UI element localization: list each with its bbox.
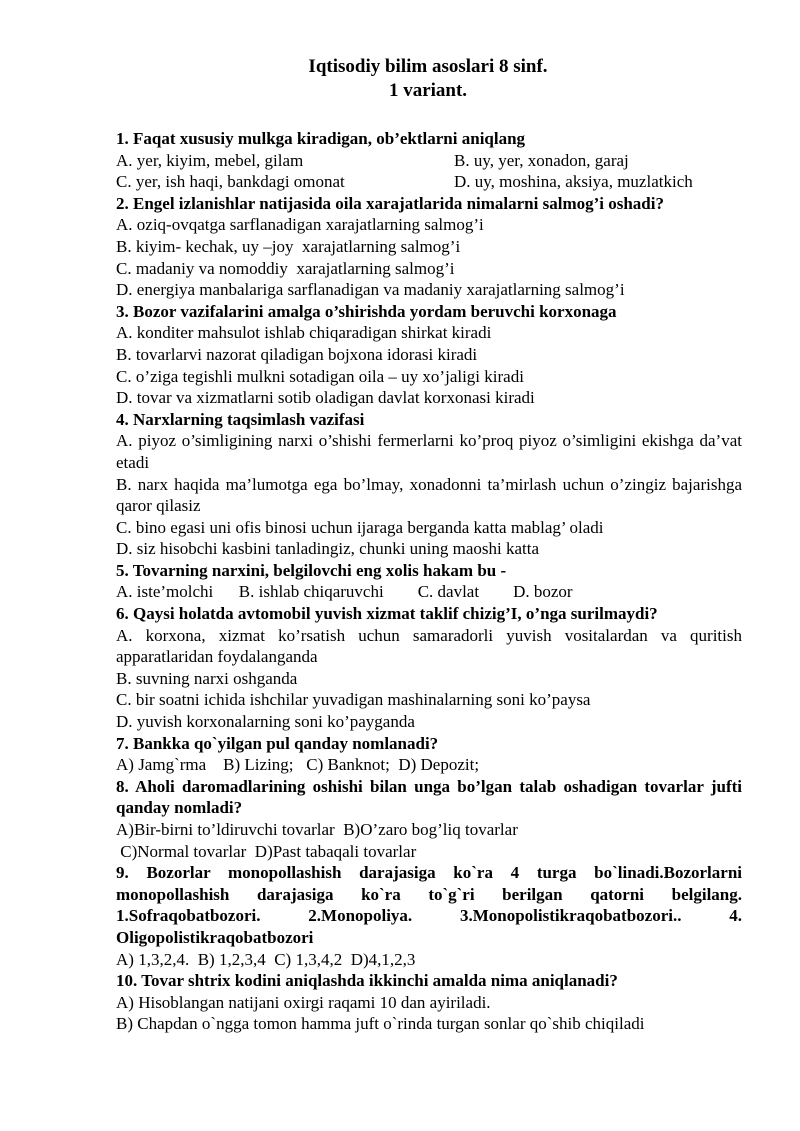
question-2: 2. Engel izlanishlar natijasida oila xarajatlarida nimalarni salmog’i oshadi? <box>116 193 664 213</box>
option-c: C. yer, ish haqi, bankdagi omonat <box>116 172 345 192</box>
option-a: A. konditer mahsulot ishlab chiqaradigan shirkat kiradi <box>116 323 492 343</box>
options-line-2: C)Normal tovarlar D)Past tabaqali tovarlar <box>116 841 417 861</box>
option-d: D. tovar va xizmatlarni sotib oladigan davlat korxonasi kiradi <box>116 388 535 408</box>
option-d: D. siz hisobchi kasbini tanladingiz, chunki uning maoshi katta <box>116 539 540 559</box>
option-c: C. bino egasi uni ofis binosi uchun ijaraga berganda katta mablag’ oladi <box>116 517 604 537</box>
question-8: 8. Aholi daromadlarining oshishi bilan unga bo’lgan talab oshadigan tovarlar jufti qanday nomladi? <box>116 776 742 818</box>
option-b: B. narx haqida ma’lumotga ega bo’lmay, xonadonni ta’mirlash uchun o’zingiz bajarishga qaror qilasiz <box>116 474 742 516</box>
option-d: D. energiya manbalariga sarflanadigan va madaniy xarajatlarning salmog’i <box>116 280 625 300</box>
question-5: 5. Tovarning narxini, belgilovchi eng xolis hakam bu - <box>116 560 507 580</box>
question-1-row-2 <box>116 171 742 193</box>
question-7: 7. Bankka qo`yilgan pul qanday nomlanadi? <box>116 733 439 753</box>
page-title: Iqtisodiy bilim asoslari 8 sinf. <box>308 56 548 77</box>
question-10: 10. Tovar shtrix kodini aniqlashda ikkinchi amalda nima aniqlanadi? <box>116 971 618 991</box>
option-a: A. oziq-ovqatga sarflanadigan xarajatlarning salmog’i <box>116 215 484 235</box>
option-c: C. o’ziga tegishli mulkni sotadigan oila – uy xo’jaligi kiradi <box>116 366 524 386</box>
option-c: C. bir soatni ichida ishchilar yuvadigan mashinalarning soni ko’paysa <box>116 690 591 710</box>
option-c: C. madaniy va nomoddiy xarajatlarning salmog’i <box>116 258 455 278</box>
option-a: A) Hisoblangan natijani oxirgi raqami 10 dan ayiriladi. <box>116 992 491 1012</box>
option-a: A. korxona, xizmat ko’rsatish uchun samaradorli yuvish vositalardan va quritish apparatlaridan foydalanganda <box>116 625 742 667</box>
option-d: D. yuvish korxonalarning soni ko’payganda <box>116 712 415 732</box>
option-a: A. piyoz o’simligining narxi o’shishi fermerlarni ko’proq piyoz o’simligini ekishga da’vat etadi <box>116 431 742 472</box>
question-6: 6. Qaysi holatda avtomobil yuvish xizmat taklif chizig’I, o’nga surilmaydi? <box>116 604 658 624</box>
question-1-row-1 <box>116 150 742 172</box>
options-line: A. iste’molchi B. ishlab chiqaruvchi C. davlat D. bozor <box>116 582 573 602</box>
question-3: 3. Bozor vazifalarini amalga o’shirishda yordam beruvchi korxonaga <box>116 301 617 321</box>
options-line: A) Jamg`rma B) Lizing; C) Banknot; D) Depozit; <box>116 755 480 775</box>
option-b: B. kiyim- kechak, uy –joy xarajatlarning salmog’i <box>116 236 461 256</box>
question-1: 1. Faqat xususiy mulkga kiradigan, ob’ektlarni aniqlang <box>116 129 526 148</box>
variant-title: 1 variant. <box>388 80 468 101</box>
options-line: A) 1,3,2,4. B) 1,2,3,4 C) 1,3,4,2 D)4,1,2,3 <box>116 949 416 969</box>
question-4: 4. Narxlarning taqsimlash vazifasi <box>116 409 365 429</box>
option-d: D. uy, moshina, aksiya, muzlatkich <box>454 172 693 192</box>
option-b: B) Chapdan o`ngga tomon hamma juft o`rinda turgan sonlar qo`shib chiqiladi <box>116 1014 645 1034</box>
option-a: A. yer, kiyim, mebel, gilam <box>116 150 304 170</box>
option-b: B. suvning narxi oshganda <box>116 668 298 688</box>
question-9: 9. Bozorlar monopollashish darajasiga ko`ra 4 turga bo`linadi.Bozorlarni monopollashish darajasiga ko`ra to`g`ri berilgan qatorni belgilang. 1.Sofraqobatbozori. 2.Monopoliya. 3.Monopolistikraqobatbozori.. 4. Oligopolistikraqobatbozori <box>116 863 742 947</box>
option-b: B. tovarlarvi nazorat qiladigan bojxona idorasi kiradi <box>116 344 478 364</box>
options-line-1: A)Bir-birni to’ldiruvchi tovarlar B)O’zaro bog’liq tovarlar <box>116 820 518 839</box>
option-b: B. uy, yer, xonadon, garaj <box>454 150 629 170</box>
questions-list <box>116 128 742 1035</box>
